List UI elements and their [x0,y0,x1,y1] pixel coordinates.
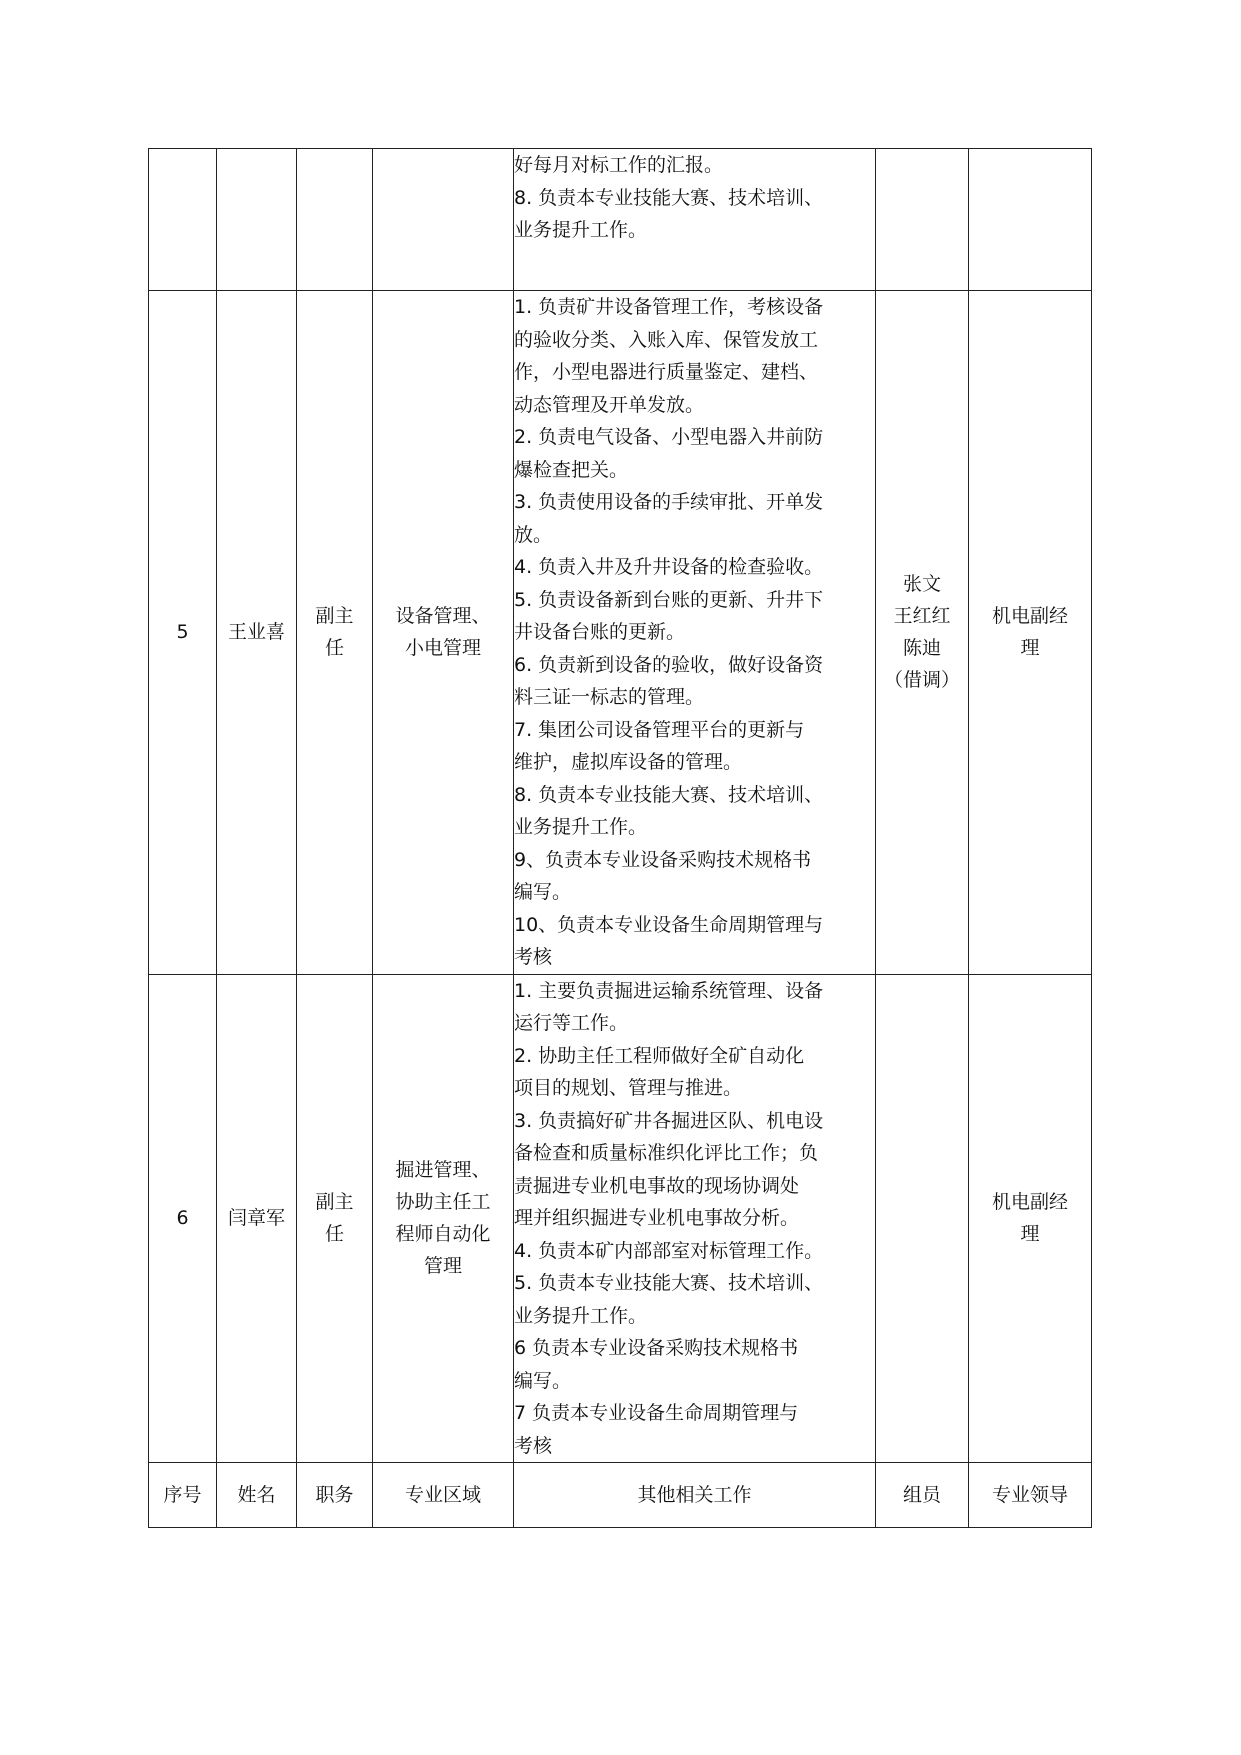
position-cell [297,149,373,291]
leader-line: 理 [1020,1223,1040,1246]
duty-line: 考核 [514,1434,553,1457]
duty-line: 项目的规划、管理与推进。 [514,1077,743,1099]
duty-line: 责掘进专业机电事故的现场协调处 [514,1174,800,1197]
duty-line: 10、负责本专业设备生命周期管理与 [514,913,824,936]
seq-cell [149,149,217,291]
member-name: 王红红 [893,605,951,628]
duty-line: 备检查和质量标准织化评比工作；负 [514,1142,819,1164]
name-cell: 王业喜 [217,291,297,975]
duty-line: 6 负责本专业设备采购技术规格书 [514,1337,799,1359]
duty-line: 爆检查把关。 [514,458,629,481]
member-name: （借调） [883,669,960,692]
duty-line: 8. 负责本专业技能大赛、技术培训、 [514,783,824,806]
header-position: 职务 [297,1463,373,1528]
area-cell [373,149,514,291]
duty-line: 8. 负责本专业技能大赛、技术培训、 [514,186,824,209]
duties-cell [514,149,876,291]
duty-line: 4. 负责本矿内部部室对标管理工作。 [514,1239,824,1262]
members-cell [876,974,969,1463]
duty-line: 2. 负责电气设备、小型电器入井前防 [514,426,824,448]
duty-line: 放。 [514,523,553,546]
duty-line: 2. 协助主任工程师做好全矿自动化 [514,1044,805,1067]
leader-cell [969,974,1092,1463]
header-name: 姓名 [217,1463,297,1528]
duty-line: 井设备台账的更新。 [514,621,686,643]
duty-line: 运行等工作。 [514,1012,629,1034]
leader-line: 机电副经 [991,1191,1068,1214]
duty-table [148,148,1092,1528]
duties-cell [514,291,876,975]
duty-line: 业务提升工作。 [514,816,648,838]
position-cell [297,291,373,975]
position-cell [297,974,373,1463]
position-line: 任 [324,637,344,660]
leader-line: 机电副经 [991,605,1068,628]
header-area: 专业区域 [373,1463,514,1528]
member-name: 张文 [902,573,941,596]
duty-line: 1. 主要负责掘进运输系统管理、设备 [514,979,824,1002]
duty-line: 7. 集团公司设备管理平台的更新与 [514,718,805,741]
leader-cell [969,149,1092,291]
member-name: 陈迪 [902,637,941,660]
area-line: 协助主任工 [395,1191,491,1214]
duty-line: 业务提升工作。 [514,1304,648,1327]
header-leader: 专业领导 [969,1463,1092,1528]
duty-line: 理并组织掘进专业机电事故分析。 [514,1207,800,1229]
seq-cell: 6 [149,974,217,1463]
duty-line: 编写。 [514,881,572,903]
duty-line: 3. 负责搞好矿井各掘进区队、机电设 [514,1109,824,1132]
position-line: 副主 [315,605,354,628]
duty-line: 6. 负责新到设备的验收，做好设备资 [514,653,824,676]
duty-line: 好每月对标工作的汇报。 [514,154,724,176]
leader-cell [969,291,1092,975]
duty-line: 5. 负责本专业技能大赛、技术培训、 [514,1272,824,1294]
duty-line: 4. 负责入井及升井设备的检查验收。 [514,556,824,578]
seq-cell: 5 [149,291,217,975]
position-line: 副主 [315,1191,354,1214]
area-line: 管理 [423,1255,462,1278]
header-seq: 序号 [149,1463,217,1528]
duty-line: 维护，虚拟库设备的管理。 [514,751,743,773]
duty-line: 的验收分类、入账入库、保管发放工 [514,328,819,351]
area-cell [373,974,514,1463]
duty-line: 1. 负责矿井设备管理工作，考核设备 [514,296,824,318]
leader-line: 理 [1020,637,1040,660]
table-header-row [149,1463,1092,1528]
position-line: 任 [324,1223,344,1246]
table-row [149,149,1092,291]
area-cell [373,291,514,975]
duty-line: 9、负责本专业设备采购技术规格书 [514,848,812,871]
duty-line: 作，小型电器进行质量鉴定、建档、 [514,361,819,383]
name-cell: 闫章军 [217,974,297,1463]
area-line: 设备管理、 [395,605,491,628]
duty-line: 3. 负责使用设备的手续审批、开单发 [514,491,824,513]
duty-line: 考核 [514,946,553,968]
duty-line: 动态管理及开单发放。 [514,393,705,416]
duty-line: 7 负责本专业设备生命周期管理与 [514,1402,799,1424]
members-cell [876,149,969,291]
header-duties: 其他相关工作 [514,1463,876,1528]
duty-line: 料三证一标志的管理。 [514,686,705,708]
duty-line: 编写。 [514,1369,572,1392]
table-row [149,291,1092,975]
area-line: 掘进管理、 [395,1159,491,1182]
header-members: 组员 [876,1463,969,1528]
area-line: 小电管理 [404,637,481,660]
area-line: 程师自动化 [395,1223,491,1246]
duty-line: 5. 负责设备新到台账的更新、升井下 [514,588,824,611]
name-cell [217,149,297,291]
members-cell [876,291,969,975]
table-row [149,974,1092,1463]
duties-cell [514,974,876,1463]
duty-line: 业务提升工作。 [514,219,648,241]
